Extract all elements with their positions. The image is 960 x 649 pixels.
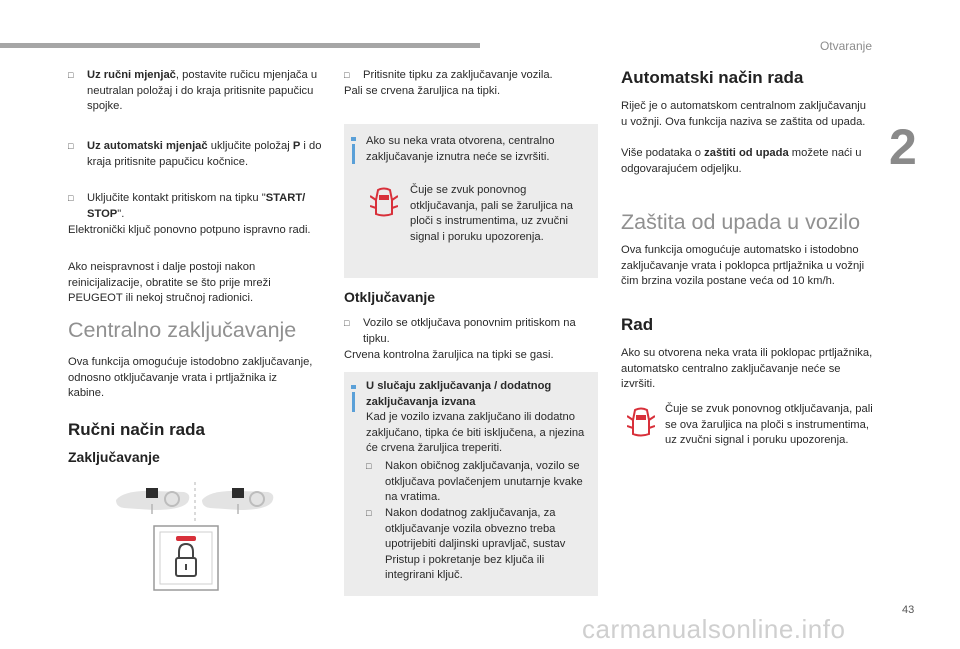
heading-operation: Rad (621, 315, 654, 334)
para-sound-warning: Čuje se zvuk ponovnog otključavanja, pali se ova žaruljica na ploči s instrumentima, uz zvučni signal i poruku upozorenja. (665, 403, 873, 447)
bullet-press-lock: □ Pritisnite tipku za zaključavanje vozila. (344, 68, 598, 84)
bullet-icon: □ (68, 193, 74, 203)
para-fault: Ako neispravnost i dalje postoji nakon reinicijalizacije, obratite se što prije mreži PEUGEOT ili nekoj stručnoj radionici. (68, 261, 271, 305)
info-box-doors-open (344, 124, 598, 278)
car-open-doors-warning-icon (627, 406, 655, 440)
info-doors-open-text: Ako su neka vrata otvorena, centralno zaključavanje iznutra neće se izvršiti. (366, 135, 555, 163)
info-sound-text: Čuje se zvuk ponovnog otključavanja, pali se žaruljica na ploči s instrumentima, uz zvučni signal i poruku upozorenja. (410, 184, 573, 243)
para-auto-mode: Riječ je o automatskom centralnom zaključavanju u vožnji. Ova funkcija naziva se zaštita od upada. (621, 100, 866, 128)
heading-locking: Zaključavanje (68, 449, 160, 465)
bullet-unlock: □ Vozilo se otključava ponovnim pritiskom na tipku. (344, 317, 576, 345)
bullet-icon: □ (68, 141, 74, 151)
info-exterior-body: Kad je vozilo izvana zaključano ili dodatno zaključano, tipka će biti isključena, a njezina će crvena žaruljica treperiti. (366, 411, 585, 455)
bullet-icon: □ (68, 70, 74, 80)
chapter-number: 2 (889, 119, 917, 175)
bullet-icon: □ (366, 461, 372, 471)
info-exterior-title: U slučaju zaključavanja / dodatnog zaključavanja izvana (366, 380, 552, 408)
para-red-light-on: Pali se crvena žaruljica na tipki. (344, 85, 501, 97)
info-box-exterior-locking (344, 372, 598, 596)
bullet-manual-gearbox: □ Uz ručni mjenjač, postavite ručicu mjenjača u neutralan položaj i do kraja pritisnite papučicu spojke. (68, 69, 318, 113)
car-open-doors-warning-icon (370, 186, 398, 220)
heading-auto-mode: Automatski način rada (621, 68, 804, 87)
page-number: 43 (902, 604, 915, 616)
heading-intrusion-protection: Zaštita od upada u vozilo (621, 210, 861, 234)
bullet-auto-gearbox: □ Uz automatski mjenjač uključite položaj P i do kraja pritisnite papučicu kočnice. (68, 140, 322, 168)
info-icon (351, 137, 356, 141)
para-intrusion-protection: Ova funkcija omogućuje automatsko i istodobno zaključavanje vrata i poklopca prtljažnika u vožnji čim brzina vozila postane veća od 10 km/h. (621, 244, 865, 288)
info-icon (351, 385, 356, 389)
dashboard-icon (114, 480, 276, 592)
heading-unlocking: Otključavanje (344, 289, 436, 305)
bullet-icon: □ (344, 70, 350, 80)
heading-manual-mode: Ručni način rada (68, 420, 205, 439)
watermark: carmanualsonline.info (582, 614, 846, 644)
para-key-works: Elektronički ključ ponovno potpuno ispravno radi. (68, 224, 311, 236)
dashboard-lock-illustration (114, 480, 276, 592)
para-operation: Ako su otvorena neka vrata ili poklopac prtljažnika, automatsko centralno zaključavanje neće se izvršiti. (621, 347, 873, 391)
heading-central-locking: Centralno zaključavanje (68, 318, 297, 342)
bullet-icon: □ (366, 508, 372, 518)
para-more-info: Više podataka o zaštiti od upada možete naći u odgovarajućem odjeljku. (621, 147, 862, 175)
info-bullet-normal: □ Nakon običnog zaključavanja, vozilo se otključava povlačenjem unutarnje kvake na vratima. (366, 460, 583, 504)
header-bar (0, 43, 480, 48)
para-red-light-off: Crvena kontrolna žaruljica na tipki se gasi. (344, 349, 554, 361)
section-title: Otvaranje (819, 39, 872, 53)
para-central-locking: Ova funkcija omogućuje istodobno zaključavanje, odnosno otključavanje vrata i prtljažnika iz kabine. (68, 356, 313, 400)
bullet-icon: □ (344, 318, 350, 328)
bullet-ignition: □ Uključite kontakt pritiskom na tipku "START/ STOP". (68, 192, 306, 220)
info-bullet-deadlock: □ Nakon dodatnog zaključavanja, za otključavanje vozila obvezno treba upotrijebiti daljinski upravljač, sustav Pristup i pokretanje bez ključa ili integrirani ključ. (366, 507, 566, 582)
